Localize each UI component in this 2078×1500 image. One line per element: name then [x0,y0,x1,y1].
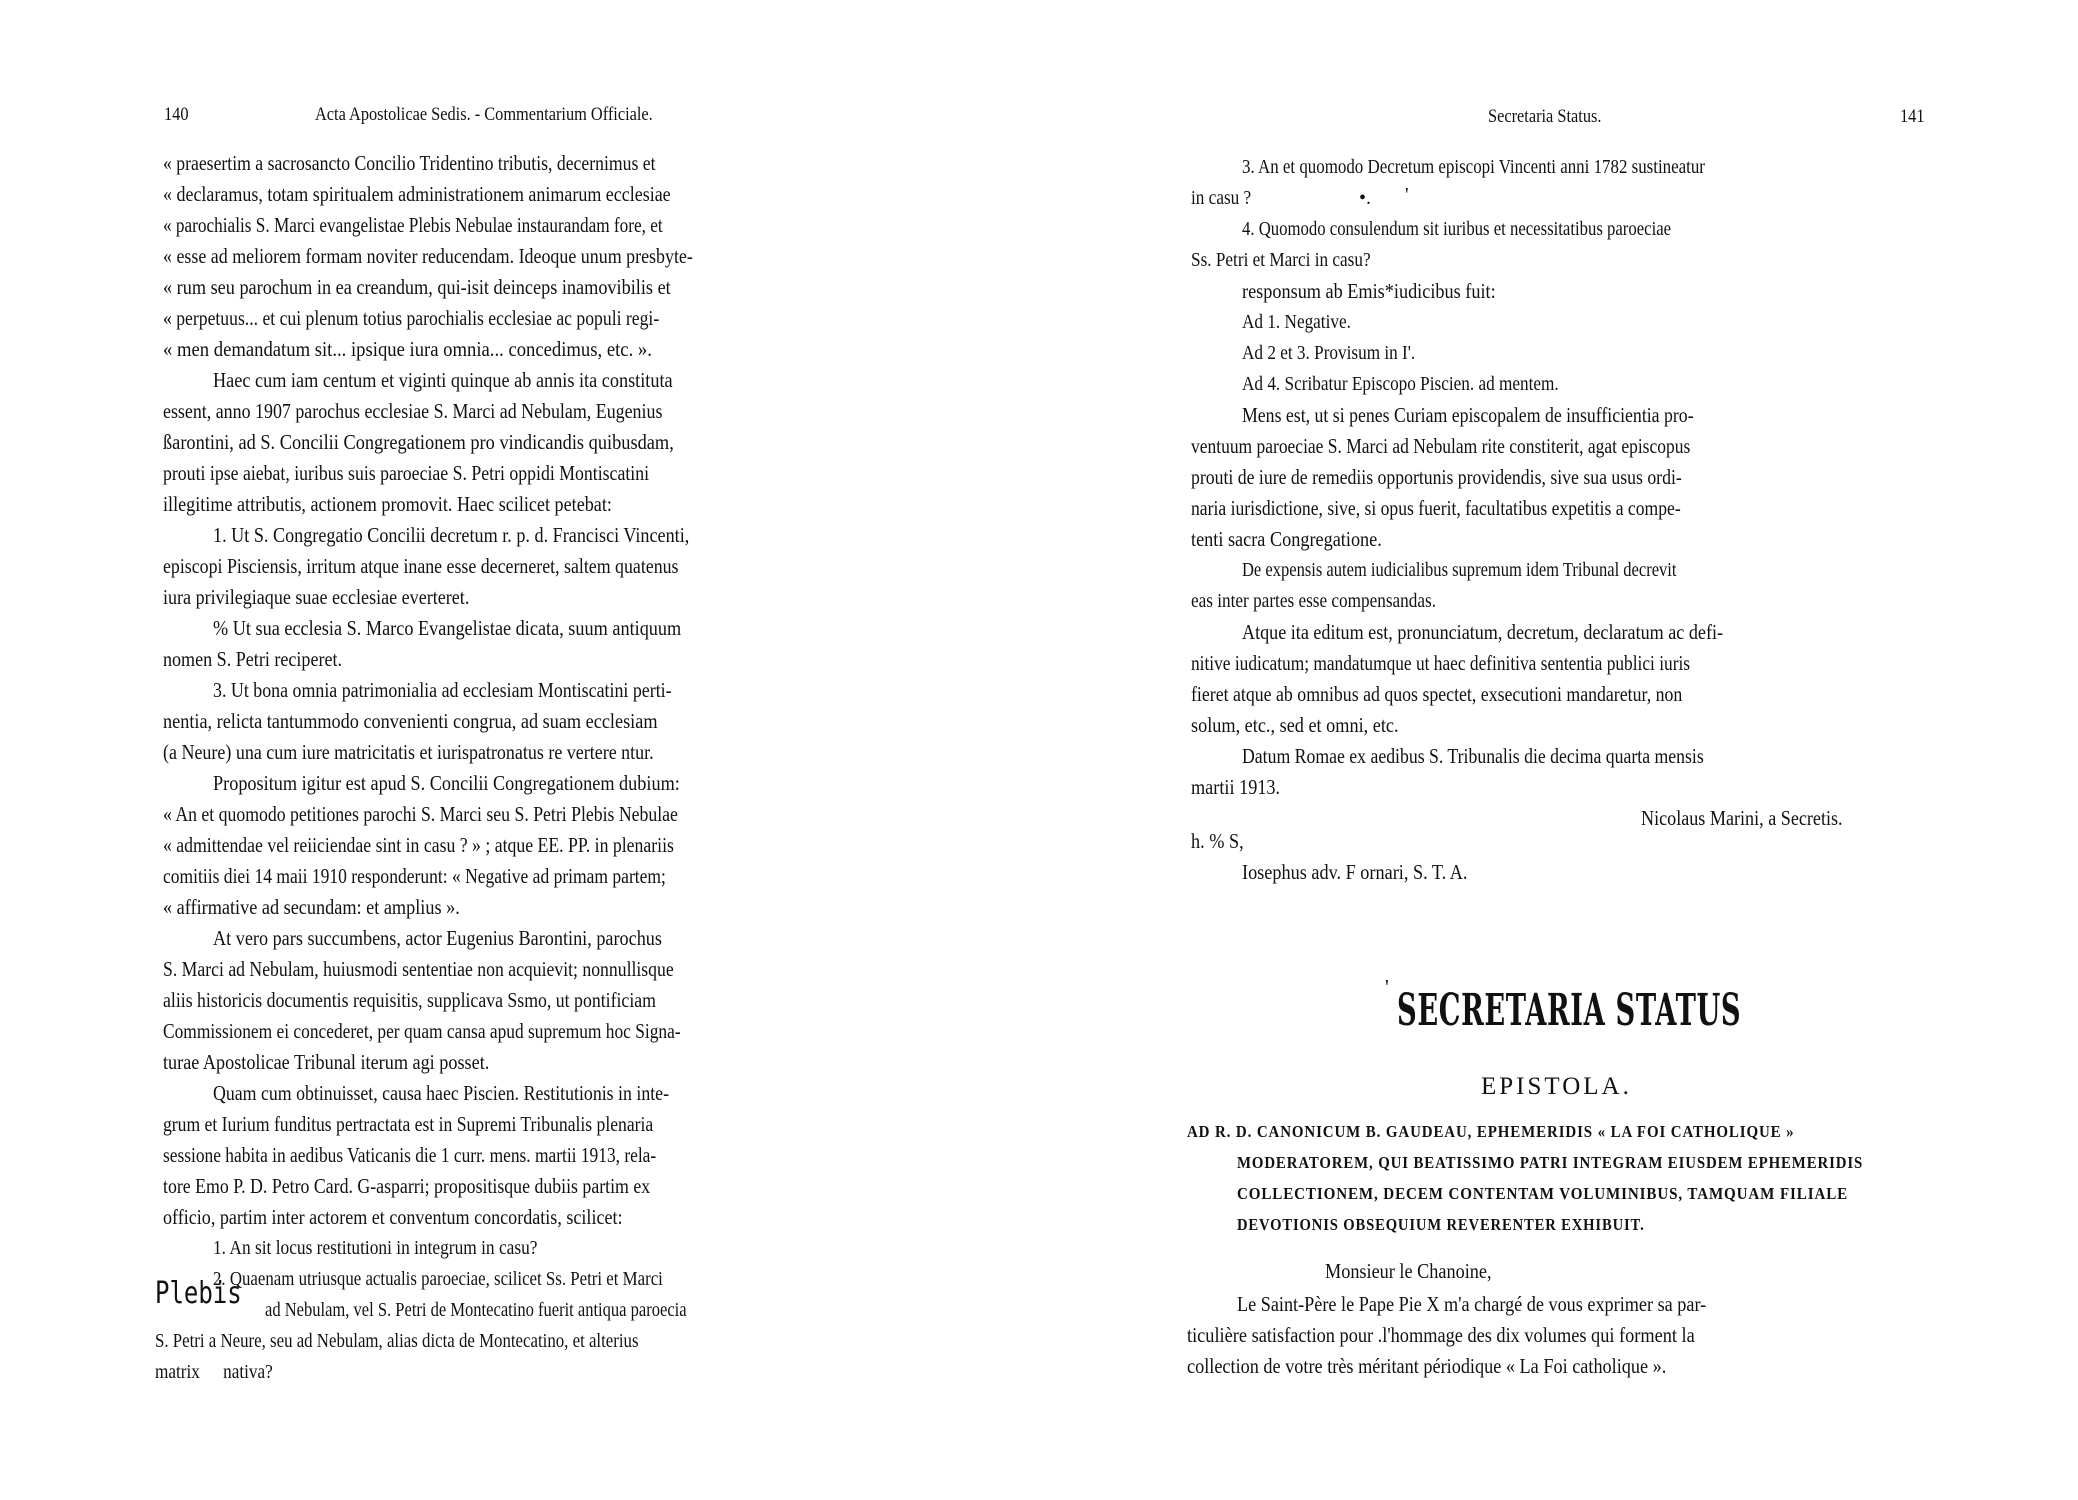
text-line: tore Emo P. D. Petro Card. G-asparri; propositisque dubiis partim ex [163,1174,651,1198]
text-line: ad Nebulam, vel S. Petri de Montecatino fuerit antiqua paroecia [265,1299,687,1321]
section-title: SECRETARIA STATUS [1397,985,1742,1036]
plebis-word: Plebis [155,1276,242,1311]
text-line: officio, partim inter actorem et conventum concordatis, scilicet: [163,1205,623,1229]
signature-line: Iosephus adv. F ornari, S. T. A. [1242,860,1468,884]
text-line: (a Neure) una cum iure matricitatis et iurispatronatus re vertere ntur. [163,740,654,764]
letter-line: collection de votre très méritant périodique « La Foi catholique ». [1187,1354,1667,1378]
text-line: iura privilegiaque suae ecclesiae everteret. [163,585,470,609]
signature-line: Nicolaus Marini, a Secretis. [1641,806,1843,830]
text-line: « praesertim a sacrosancto Concilio Tridentino tributis, decernimus et [163,151,656,175]
letter-line: Le Saint-Père le Pape Pie X m'a chargé de vous exprimer sa par- [1237,1292,1707,1316]
text-line: eas inter partes esse compensandas. [1191,590,1437,612]
text-line: « rum seu parochum in ea creandum, qui-isit deinceps inamovibilis et [163,275,671,299]
text-line: nentia, relicta tantummodo convenienti congrua, ad suam ecclesiam [163,709,658,733]
seal-line: h. % S, [1191,829,1244,853]
text-line: Quam cum obtinuisset, causa haec Piscien. Restitutionis in inte- [213,1081,670,1105]
subtitle: EPISTOLA. [1481,1073,1632,1100]
address-line: DEVOTIONIS OBSEQUIUM REVERENTER EXHIBUIT. [1237,1215,1645,1234]
text-line: tenti sacra Congregatione. [1191,527,1382,551]
text-line: martii 1913. [1191,775,1281,799]
text-line: Datum Romae ex aedibus S. Tribunalis die decima quarta mensis [1242,744,1704,768]
text-line: De expensis autem iudicialibus supremum idem Tribunal decrevit [1242,559,1677,581]
text-line: % Ut sua ecclesia S. Marco Evangelistae dicata, suum antiquum [213,616,682,640]
text-line: 4. Quomodo consulendum sit iuribus et necessitatibus paroeciae [1242,218,1672,240]
text-line: Ad 4. Scribatur Episcopo Piscien. ad mentem. [1242,373,1559,395]
text-line: Ss. Petri et Marci in casu? [1191,249,1371,271]
text-line: At vero pars succumbens, actor Eugenius Barontini, parochus [213,926,662,950]
text-line: Ad 2 et 3. Provisum in I'. [1242,342,1416,364]
page-number: 140 [164,104,189,125]
address-line: AD R. D. CANONICUM B. GAUDEAU, EPHEMERIDIS « LA FOI CATHOLIQUE » [1187,1122,1795,1141]
text-line: comitiis diei 14 maii 1910 responderunt: « Negative ad primam partem; [163,864,666,888]
address-line: MODERATOREM, QUI BEATISSIMO PATRI INTEGRAM EIUSDEM EPHEMERIDIS [1237,1153,1864,1172]
address-line: COLLECTIONEM, DECEM CONTENTAM VOLUMINIBUS, TAMQUAM FILIALE [1237,1184,1849,1203]
running-head: Secretaria Status. [1488,106,1602,127]
text-line: turae Apostolicae Tribunal iterum agi posset. [163,1050,490,1074]
text-line: sessione habita in aedibus Vaticanis die 1 curr. mens. martii 1913, rela- [163,1143,657,1167]
title-mark: ' [1385,975,1389,999]
text-line: responsum ab Emis*iudicibus fuit: [1242,279,1496,303]
text-line: Haec cum iam centum et viginti quinque ab annis ita constituta [213,368,673,392]
text-line: « An et quomodo petitiones parochi S. Marci seu S. Petri Plebis Nebulae [163,802,678,826]
text-line: 1. Ut S. Congregatio Concilii decretum r. p. d. Francisci Vincenti, [213,523,690,547]
stray-mark: •. [1359,187,1372,209]
salutation: Monsieur le Chanoine, [1325,1259,1492,1283]
text-line: Propositum igitur est apud S. Concilii Congregationem dubium: [213,771,680,795]
text-line: « admittendae vel reiiciendae sint in casu ? » ; atque EE. PP. in plenariis [163,833,674,857]
page-number: 141 [1900,106,1925,127]
text-line: illegitime attributis, actionem promovit. Haec scilicet petebat: [163,492,612,516]
text-line: « parochialis S. Marci evangelistae Plebis Nebulae instaurandam fore, et [163,213,663,237]
text-line: Commissionem ei concederet, per quam cansa apud supremum hoc Signa- [163,1019,681,1043]
text-line: nomen S. Petri reciperet. [163,647,343,671]
text-line: in casu ? [1191,187,1252,209]
text-line: grum et Iurium funditus pertractata est in Supremi Tribunalis plenaria [163,1112,654,1136]
letter-line: ticulière satisfaction pour .l'hommage des dix volumes qui forment la [1187,1323,1695,1347]
text-line: 2. Quaenam utriusque actualis paroeciae, scilicet Ss. Petri et Marci [213,1268,663,1290]
text-line: essent, anno 1907 parochus ecclesiae S. Marci ad Nebulam, Eugenius [163,399,663,423]
stray-mark: ' [1405,184,1409,206]
text-line: Mens est, ut si penes Curiam episcopalem de insufficientia pro- [1242,403,1694,427]
text-line: naria iurisdictione, sive, si opus fuerit, facultatibus expetitis a compe- [1191,496,1681,520]
text-line: ventuum paroeciae S. Marci ad Nebulam rite constiterit, agat episcopus [1191,434,1691,458]
text-line: « perpetuus... et cui plenum totius parochialis ecclesiae ac populi regi- [163,306,660,330]
text-line: 3. An et quomodo Decretum episcopi Vincenti anni 1782 sustineatur [1242,156,1705,178]
text-line: matrix nativa? [155,1361,273,1383]
text-line: Ad 1. Negative. [1242,311,1351,333]
text-line: « declaramus, totam spiritualem administrationem animarum ecclesiae [163,182,671,206]
text-line: prouti de iure de remediis opportunis providendis, sive sua usus ordi- [1191,465,1682,489]
text-line: aliis historicis documentis requisitis, supplicava Ssmo, ut pontificiam [163,988,656,1012]
text-line: « men demandatum sit... ipsique iura omnia... concedimus, etc. ». [163,337,652,361]
text-line: S. Petri a Neure, seu ad Nebulam, alias dicta de Montecatino, et alterius [155,1330,639,1352]
text-line: solum, etc., sed et omni, etc. [1191,713,1399,737]
text-line: nitive iudicatum; mandatumque ut haec definitiva sententia publici iuris [1191,651,1691,675]
text-line: Atque ita editum est, pronunciatum, decretum, declaratum ac defi- [1242,620,1724,644]
text-line: 3. Ut bona omnia patrimonialia ad ecclesiam Montiscatini perti- [213,678,672,702]
text-line: « affirmative ad secundam: et amplius ». [163,895,460,919]
text-line: S. Marci ad Nebulam, huiusmodi sententiae non acquievit; nonnullisque [163,957,674,981]
text-line: « esse ad meliorem formam noviter reducendam. Ideoque unum presbyte- [163,244,693,268]
text-line: episcopi Pisciensis, irritum atque inane esse decerneret, saltem quatenus [163,554,679,578]
text-line: fieret atque ab omnibus ad quos spectet, exsecutioni mandaretur, non [1191,682,1683,706]
text-line: prouti ipse aiebat, iuribus suis paroeciae S. Petri oppidi Montiscatini [163,461,650,485]
running-head: Acta Apostolicae Sedis. - Commentarium Officiale. [315,104,653,125]
text-line: 1. An sit locus restitutioni in integrum in casu? [213,1237,538,1259]
text-line: ßarontini, ad S. Concilii Congregationem pro vindicandis quibusdam, [163,430,674,454]
